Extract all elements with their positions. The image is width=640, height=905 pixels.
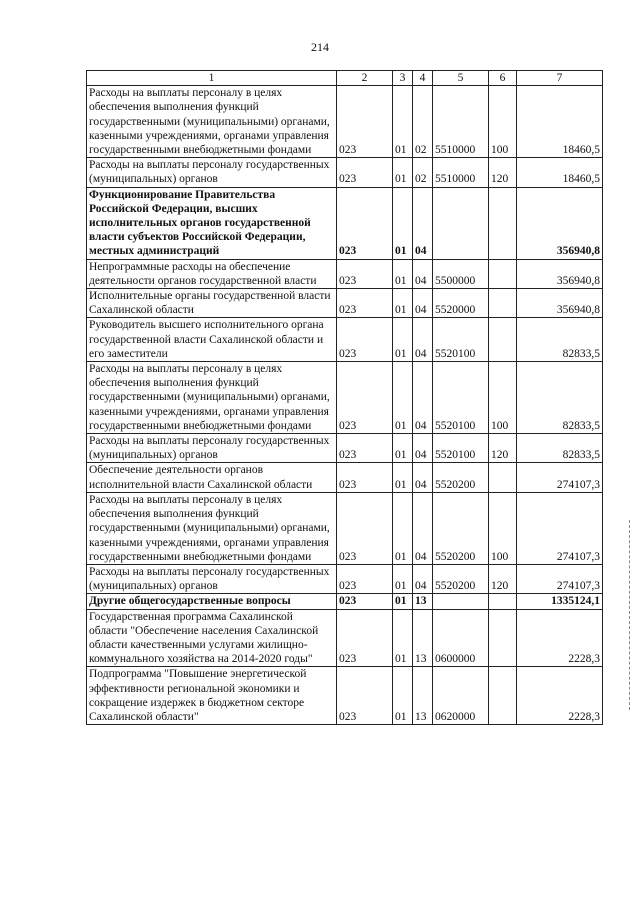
row-subsection-code: 02 bbox=[413, 86, 433, 158]
row-ministry-code: 023 bbox=[337, 564, 393, 593]
row-section-code: 01 bbox=[393, 463, 413, 492]
row-ministry-code: 023 bbox=[337, 187, 393, 259]
row-amount: 274107,3 bbox=[517, 564, 603, 593]
row-target-code: 5510000 bbox=[433, 158, 489, 187]
row-subsection-code: 13 bbox=[413, 594, 433, 609]
row-amount: 356940,8 bbox=[517, 289, 603, 318]
row-amount: 82833,5 bbox=[517, 318, 603, 362]
header-col-5: 5 bbox=[433, 71, 489, 86]
row-ministry-code: 023 bbox=[337, 86, 393, 158]
table-row bbox=[87, 492, 603, 564]
row-expense-type-code bbox=[489, 259, 517, 288]
row-section-code: 01 bbox=[393, 259, 413, 288]
row-section-code: 01 bbox=[393, 564, 413, 593]
header-col-1: 1 bbox=[87, 71, 337, 86]
row-section-code: 01 bbox=[393, 362, 413, 434]
row-subsection-code: 02 bbox=[413, 158, 433, 187]
row-name-cell: Расходы на выплаты персоналу государственных (муниципальных) органов bbox=[87, 434, 337, 463]
row-amount: 356940,8 bbox=[517, 187, 603, 259]
table-row bbox=[87, 86, 603, 158]
header-col-3: 3 bbox=[393, 71, 413, 86]
row-section-code: 01 bbox=[393, 187, 413, 259]
row-ministry-code: 023 bbox=[337, 594, 393, 609]
row-target-code: 5520100 bbox=[433, 434, 489, 463]
row-target-code: 5520100 bbox=[433, 362, 489, 434]
row-ministry-code: 023 bbox=[337, 667, 393, 725]
table-row bbox=[87, 609, 603, 667]
row-target-code: 5520200 bbox=[433, 463, 489, 492]
row-amount: 82833,5 bbox=[517, 434, 603, 463]
row-ministry-code: 023 bbox=[337, 259, 393, 288]
row-name-cell: Расходы на выплаты персоналу государственных (муниципальных) органов bbox=[87, 158, 337, 187]
row-expense-type-code bbox=[489, 463, 517, 492]
row-expense-type-code: 120 bbox=[489, 158, 517, 187]
row-name-cell: Обеспечение деятельности органов исполнительной власти Сахалинской области bbox=[87, 463, 337, 492]
row-section-code: 01 bbox=[393, 434, 413, 463]
row-amount: 274107,3 bbox=[517, 463, 603, 492]
table-row bbox=[87, 187, 603, 259]
row-target-code: 0600000 bbox=[433, 609, 489, 667]
row-section-code: 01 bbox=[393, 318, 413, 362]
row-subsection-code: 04 bbox=[413, 187, 433, 259]
row-subsection-code: 13 bbox=[413, 667, 433, 725]
row-name-cell: Исполнительные органы государственной власти Сахалинской области bbox=[87, 289, 337, 318]
row-amount: 82833,5 bbox=[517, 362, 603, 434]
row-ministry-code: 023 bbox=[337, 463, 393, 492]
row-section-code: 01 bbox=[393, 158, 413, 187]
row-name-cell: Функционирование Правительства Российской Федерации, высших исполнительных органов государственной власти субъектов Российской Федерации, местных администраций bbox=[87, 187, 337, 259]
row-target-code: 5520200 bbox=[433, 564, 489, 593]
row-section-code: 01 bbox=[393, 289, 413, 318]
row-expense-type-code bbox=[489, 289, 517, 318]
table-row bbox=[87, 259, 603, 288]
table-row bbox=[87, 434, 603, 463]
row-subsection-code: 04 bbox=[413, 362, 433, 434]
row-ministry-code: 023 bbox=[337, 158, 393, 187]
header-col-4: 4 bbox=[413, 71, 433, 86]
row-ministry-code: 023 bbox=[337, 289, 393, 318]
row-subsection-code: 04 bbox=[413, 318, 433, 362]
row-name-cell: Непрограммные расходы на обеспечение деятельности органов государственной власти bbox=[87, 259, 337, 288]
row-target-code bbox=[433, 594, 489, 609]
row-subsection-code: 04 bbox=[413, 492, 433, 564]
row-section-code: 01 bbox=[393, 594, 413, 609]
row-name-cell: Другие общегосударственные вопросы bbox=[87, 594, 337, 609]
row-target-code: 5520200 bbox=[433, 492, 489, 564]
row-name-cell: Расходы на выплаты персоналу в целях обеспечения выполнения функций государственными (муниципальными) органами, казенными учреждениями, органами управления государственными внебюджетными фондами bbox=[87, 362, 337, 434]
row-subsection-code: 04 bbox=[413, 463, 433, 492]
row-subsection-code: 04 bbox=[413, 564, 433, 593]
row-expense-type-code bbox=[489, 187, 517, 259]
row-section-code: 01 bbox=[393, 609, 413, 667]
table-row bbox=[87, 667, 603, 725]
row-name-cell: Расходы на выплаты персоналу в целях обеспечения выполнения функций государственными (муниципальными) органами, казенными учреждениями, органами управления государственными внебюджетными фондами bbox=[87, 492, 337, 564]
row-amount: 356940,8 bbox=[517, 259, 603, 288]
row-section-code: 01 bbox=[393, 86, 413, 158]
row-target-code: 5510000 bbox=[433, 86, 489, 158]
table-row bbox=[87, 318, 603, 362]
row-ministry-code: 023 bbox=[337, 434, 393, 463]
row-expense-type-code bbox=[489, 667, 517, 725]
row-target-code: 5520100 bbox=[433, 318, 489, 362]
header-row bbox=[87, 71, 603, 86]
table-row bbox=[87, 463, 603, 492]
row-name-cell: Расходы на выплаты персоналу государственных (муниципальных) органов bbox=[87, 564, 337, 593]
row-expense-type-code: 120 bbox=[489, 564, 517, 593]
row-target-code: 5520000 bbox=[433, 289, 489, 318]
row-subsection-code: 04 bbox=[413, 259, 433, 288]
row-expense-type-code: 120 bbox=[489, 434, 517, 463]
row-ministry-code: 023 bbox=[337, 492, 393, 564]
table-row bbox=[87, 289, 603, 318]
table-row bbox=[87, 564, 603, 593]
row-section-code: 01 bbox=[393, 667, 413, 725]
row-amount: 18460,5 bbox=[517, 86, 603, 158]
budget-table bbox=[86, 70, 603, 725]
table-row bbox=[87, 594, 603, 609]
row-subsection-code: 04 bbox=[413, 289, 433, 318]
row-subsection-code: 04 bbox=[413, 434, 433, 463]
row-expense-type-code bbox=[489, 318, 517, 362]
row-amount: 274107,3 bbox=[517, 492, 603, 564]
page-number: 214 bbox=[311, 40, 329, 54]
header-col-7: 7 bbox=[517, 71, 603, 86]
row-name-cell: Руководитель высшего исполнительного органа государственной власти Сахалинской области и его заместители bbox=[87, 318, 337, 362]
row-name-cell: Государственная программа Сахалинской области "Обеспечение населения Сахалинской области качественными услугами жилищно-коммунального хозяйства на 2014-2020 годы" bbox=[87, 609, 337, 667]
row-target-code: 0620000 bbox=[433, 667, 489, 725]
row-expense-type-code: 100 bbox=[489, 86, 517, 158]
row-amount: 2228,3 bbox=[517, 609, 603, 667]
row-expense-type-code: 100 bbox=[489, 362, 517, 434]
row-name-cell: Подпрограмма "Повышение энергетической эффективности региональной экономики и сокращение издержек в бюджетном секторе Сахалинской области" bbox=[87, 667, 337, 725]
row-expense-type-code bbox=[489, 594, 517, 609]
row-amount: 2228,3 bbox=[517, 667, 603, 725]
table-row bbox=[87, 158, 603, 187]
row-ministry-code: 023 bbox=[337, 362, 393, 434]
row-expense-type-code bbox=[489, 609, 517, 667]
header-col-2: 2 bbox=[337, 71, 393, 86]
header-col-6: 6 bbox=[489, 71, 517, 86]
row-ministry-code: 023 bbox=[337, 318, 393, 362]
row-subsection-code: 13 bbox=[413, 609, 433, 667]
scan-edge-mark bbox=[629, 520, 632, 710]
row-target-code bbox=[433, 187, 489, 259]
row-amount: 1335124,1 bbox=[517, 594, 603, 609]
row-section-code: 01 bbox=[393, 492, 413, 564]
row-amount: 18460,5 bbox=[517, 158, 603, 187]
row-name-cell: Расходы на выплаты персоналу в целях обеспечения выполнения функций государственными (муниципальными) органами, казенными учреждениями, органами управления государственными внебюджетными фондами bbox=[87, 86, 337, 158]
row-expense-type-code: 100 bbox=[489, 492, 517, 564]
row-ministry-code: 023 bbox=[337, 609, 393, 667]
table-row bbox=[87, 362, 603, 434]
row-target-code: 5500000 bbox=[433, 259, 489, 288]
